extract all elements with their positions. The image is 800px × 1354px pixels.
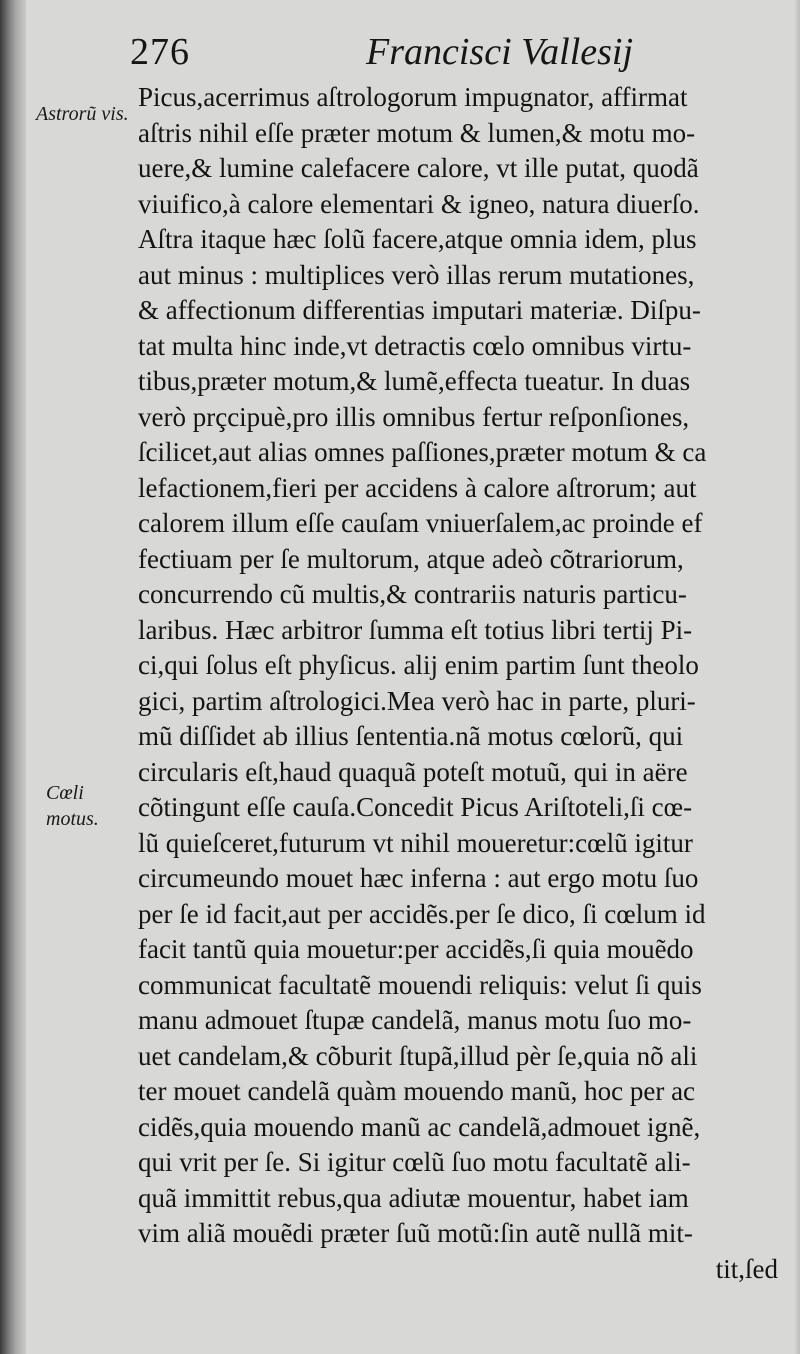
text-line: fectiuam per ſe multorum, atque adeò cõtrariorum, xyxy=(138,543,684,574)
text-line: qui vrit per ſe. Si igitur cœlũ ſuo motu facultatẽ ali- xyxy=(138,1147,691,1177)
text-line: mũ diſſidet ab illius ſententia.nã motus cœlorũ, qui xyxy=(138,721,684,751)
text-line: viuifico,à calore elementari & igneo, natura diuerſo. xyxy=(138,188,700,219)
text-line: ſcilicet,aut alias omnes paſſiones,præter motum & ca xyxy=(138,437,707,467)
text-line: cõtingunt eſſe cauſa.Concedit Picus Ariſtoteli,ſi cœ- xyxy=(138,792,693,822)
page-number: 276 xyxy=(130,31,190,73)
page-gutter-shadow xyxy=(0,0,26,1354)
text-line: quã immittit rebus,qua adiutæ mouentur, habet iam xyxy=(138,1182,689,1213)
text-line: aut minus : multiplices verò illas rerum mutationes, xyxy=(138,259,695,290)
text-line-catchword: tit,ſed xyxy=(715,1253,778,1284)
text-line: calorem illum eſſe cauſam vniuerſalem,ac proinde ef xyxy=(138,508,703,538)
text-line: facit tantũ quia mouetur:per accidẽs,ſi quia mouẽdo xyxy=(138,934,694,964)
text-line: Aſtra itaque hæc ſolũ facere,atque omnia idem, plus xyxy=(138,224,697,254)
text-line: gici, partim aſtrologici.Mea verò hac in parte, pluri- xyxy=(138,685,696,716)
text-line: concurrendo cũ multis,& contrariis naturis particu- xyxy=(138,579,687,609)
text-line: & affectionum differentias imputari materiæ. Diſpu- xyxy=(138,295,701,325)
text-line: verò prçcipuè,pro illis omnibus fertur reſponſiones, xyxy=(138,401,690,432)
text-line: uet candelam,& cõburit ſtupã,illud pèr ſe,quia nõ ali xyxy=(138,1040,698,1071)
text-line: manu admouet ſtupæ candelã, manus motu ſuo mo- xyxy=(138,1005,692,1035)
text-line: cidẽs,quia mouendo manũ ac candelã,admouet ignẽ, xyxy=(138,1111,701,1142)
text-line: tibus,præter motum,& lumẽ,effecta tueatur. In duas xyxy=(138,366,691,396)
running-head: Francisci Vallesij xyxy=(366,31,634,73)
text-line: Picus,acerrimus aſtrologorum impugnator, affirmat xyxy=(138,82,688,112)
page-header xyxy=(130,30,770,80)
text-line: vim aliã mouẽdi præter ſuũ motũ:ſin autẽ nullã mit- xyxy=(138,1218,693,1248)
text-line: communicat facultatẽ mouendi reliquis: velut ſi quis xyxy=(138,969,702,1000)
text-line: per ſe id facit,aut per accidẽs.per ſe dico, ſi cœlum id xyxy=(138,898,706,929)
text-line: tat multa hinc inde,vt detractis cœlo omnibus virtu- xyxy=(138,330,692,361)
margin-note-coeli-motus: Cœli motus. xyxy=(46,782,99,830)
text-line: lũ quieſceret,futurum vt nihil moueretur:cœlũ igitur xyxy=(138,827,693,858)
page-edge xyxy=(794,0,800,1354)
text-line: uere,& lumine calefacere calore, vt ille putat, quodã xyxy=(138,153,699,183)
text-line: aſtris nihil eſſe præter motum & lumen,& motu mo- xyxy=(138,117,696,148)
text-line: ci,qui ſolus eſt phyſicus. alij enim partim ſunt theolo xyxy=(138,650,699,680)
margin-note-astrorum-vis: Astrorũ vis. xyxy=(36,103,129,125)
text-line: lefactionem,fieri per accidens à calore aſtrorum; aut xyxy=(138,472,697,503)
text-line: laribus. Hæc arbitror ſumma eſt totius libri tertij Pi- xyxy=(138,614,693,645)
text-line: circularis eſt,haud quaquã poteſt motuũ, qui in aëre xyxy=(138,756,688,787)
text-line: ter mouet candelã quàm mouendo manũ, hoc per ac xyxy=(138,1076,696,1106)
text-line: circumeundo mouet hæc inferna : aut ergo motu ſuo xyxy=(138,863,699,893)
body-text xyxy=(138,80,778,1287)
